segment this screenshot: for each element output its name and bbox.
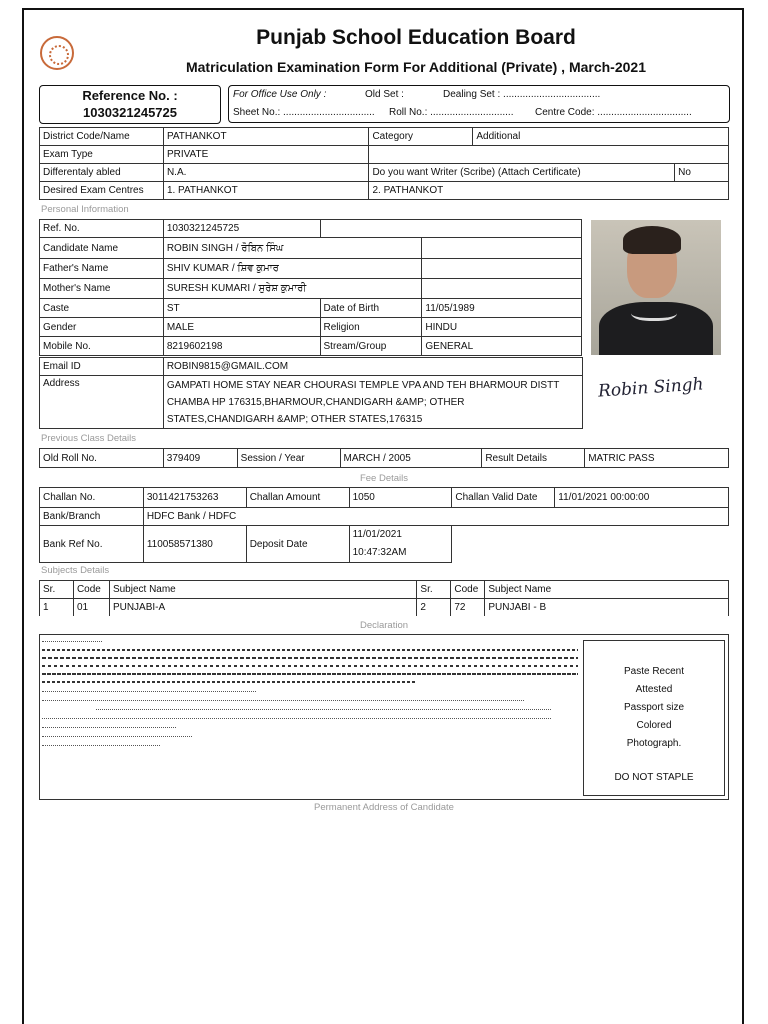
gender-label: Gender [40, 318, 164, 337]
dob-label: Date of Birth [320, 299, 422, 318]
photo-instr-2: Attested [635, 684, 673, 695]
candidate-signature: Robin Singh [597, 374, 705, 402]
district-value: PATHANKOT [163, 128, 369, 146]
s2-sr: 2 [417, 599, 451, 617]
reference-box [39, 85, 221, 124]
valid-label: Challan Valid Date [452, 488, 555, 508]
exam-type-label: Exam Type [40, 146, 164, 164]
dealing-set: Dealing Set : ................................... [443, 89, 601, 100]
photo-instr-3: Passport size [623, 702, 685, 713]
photo-instr-4: Colored [636, 720, 672, 731]
deposit-value [349, 526, 452, 563]
h-name-2: Subject Name [485, 581, 729, 599]
h-sr-2: Sr. [417, 581, 451, 599]
permanent-address-title: Permanent Address of Candidate [314, 802, 454, 813]
centres-label: Desired Exam Centres [40, 182, 164, 200]
name-blank [422, 238, 582, 259]
deposit-blank [452, 526, 729, 563]
writer-label: Do you want Writer (Scribe) (Attach Certificate) [369, 164, 675, 182]
mobile-label: Mobile No. [40, 337, 164, 356]
session-label: Session / Year [237, 449, 340, 468]
office-use-box [228, 85, 730, 123]
centre-code: Centre Code: .................................. [535, 107, 692, 118]
exam-type-blank [369, 146, 729, 164]
reference-label: Reference No. : [82, 88, 178, 103]
h-code-1: Code [73, 581, 109, 599]
office-use-label: For Office Use Only : [233, 89, 327, 100]
dob-value: 11/05/1989 [422, 299, 582, 318]
old-roll-value: 379409 [163, 449, 237, 468]
amount-value: 1050 [349, 488, 452, 508]
category-value: Additional [473, 128, 729, 146]
old-set: Old Set : [365, 89, 404, 100]
name-label: Candidate Name [40, 238, 164, 259]
address-value [163, 376, 582, 429]
email-label: Email ID [40, 358, 164, 376]
name-value: ROBIN SINGH / ਰੋਬਿਨ ਸਿੰਘ [163, 238, 422, 259]
ref-label: Ref. No. [40, 220, 164, 238]
centre-2: 2. PATHANKOT [369, 182, 729, 200]
s1-sr: 1 [40, 599, 74, 617]
category-label: Category [369, 128, 473, 146]
personal-info-table [39, 219, 582, 356]
stream-value: GENERAL [422, 337, 582, 356]
valid-value: 11/01/2021 00:00:00 [555, 488, 729, 508]
exam-type-value: PRIVATE [163, 146, 369, 164]
ref-value: 1030321245725 [163, 220, 320, 238]
bankref-value: 110058571380 [143, 526, 246, 563]
mobile-value: 8219602198 [163, 337, 320, 356]
address-line-1: GAMPATI HOME STAY NEAR CHOURASI TEMPLE VPA AND TEH BHARMOUR DISTT [166, 380, 560, 391]
father-blank [422, 259, 582, 279]
h-name-1: Subject Name [109, 581, 416, 599]
subjects-table [39, 580, 729, 616]
h-sr-1: Sr. [40, 581, 74, 599]
bank-value: HDFC Bank / HDFC [143, 508, 728, 526]
mother-blank [422, 279, 582, 299]
fee-section-title: Fee Details [359, 473, 409, 484]
candidate-photo [591, 220, 721, 355]
basic-info-table [39, 127, 729, 200]
old-roll-label: Old Roll No. [40, 449, 164, 468]
bank-label: Bank/Branch [40, 508, 144, 526]
father-label: Father's Name [40, 259, 164, 279]
subjects-section-title: Subjects Details [41, 565, 110, 576]
stream-label: Stream/Group [320, 337, 422, 356]
gender-value: MALE [163, 318, 320, 337]
address-line-2: CHAMBA HP 176315,BHARMOUR,CHANDIGARH &AMP; OTHER [166, 397, 465, 408]
amount-label: Challan Amount [246, 488, 349, 508]
diff-value: N.A. [163, 164, 369, 182]
previous-section-title: Previous Class Details [41, 433, 137, 444]
deposit-date: 11/01/2021 [352, 529, 402, 540]
mother-value: SURESH KUMARI / ਸੁਰੇਸ਼ ਕੁਮਾਰੀ [163, 279, 422, 299]
photo-instr-1: Paste Recent [623, 666, 685, 677]
reference-value: 1030321245725 [83, 105, 177, 120]
s1-code: 01 [73, 599, 109, 617]
photo-instr-5: Photograph. [626, 738, 682, 749]
previous-class-table [39, 448, 729, 468]
session-value: MARCH / 2005 [340, 449, 482, 468]
deposit-time: 10:47:32AM [352, 547, 407, 558]
board-title: Punjab School Education Board [256, 26, 576, 49]
ref-blank [320, 220, 581, 238]
diff-label: Differentaly abled [40, 164, 164, 182]
s2-code: 72 [451, 599, 485, 617]
address-label: Address [40, 376, 164, 429]
do-not-staple: DO NOT STAPLE [614, 772, 694, 783]
h-code-2: Code [451, 581, 485, 599]
district-label: District Code/Name [40, 128, 164, 146]
fee-table [39, 487, 729, 563]
caste-label: Caste [40, 299, 164, 318]
religion-value: HINDU [422, 318, 582, 337]
writer-value: No [675, 164, 729, 182]
personal-section-title: Personal Information [41, 204, 129, 215]
religion-label: Religion [320, 318, 422, 337]
s2-name: PUNJABI - B [485, 599, 729, 617]
sheet-no: Sheet No.: ................................. [233, 107, 375, 118]
deposit-label: Deposit Date [246, 526, 349, 563]
declaration-box [39, 634, 729, 800]
father-value: SHIV KUMAR / ਸ਼ਿਵ ਕੁਮਾਰ [163, 259, 422, 279]
s1-name: PUNJABI-A [109, 599, 416, 617]
paste-photo-box [583, 640, 725, 796]
centre-1: 1. PATHANKOT [163, 182, 369, 200]
email-value: ROBIN9815@GMAIL.COM [163, 358, 582, 376]
bankref-label: Bank Ref No. [40, 526, 144, 563]
address-line-3: STATES,CHANDIGARH &AMP; OTHER STATES,176315 [166, 414, 423, 425]
declaration-section-title: Declaration [359, 620, 409, 631]
declaration-text-block [42, 641, 578, 754]
result-label: Result Details [482, 449, 585, 468]
roll-no: Roll No.: .............................. [389, 107, 514, 118]
challan-value: 3011421753263 [143, 488, 246, 508]
mother-label: Mother's Name [40, 279, 164, 299]
challan-label: Challan No. [40, 488, 144, 508]
caste-value: ST [163, 299, 320, 318]
result-value: MATRIC PASS [585, 449, 729, 468]
form-subtitle: Matriculation Examination Form For Additional (Private) , March-2021 [185, 59, 646, 75]
